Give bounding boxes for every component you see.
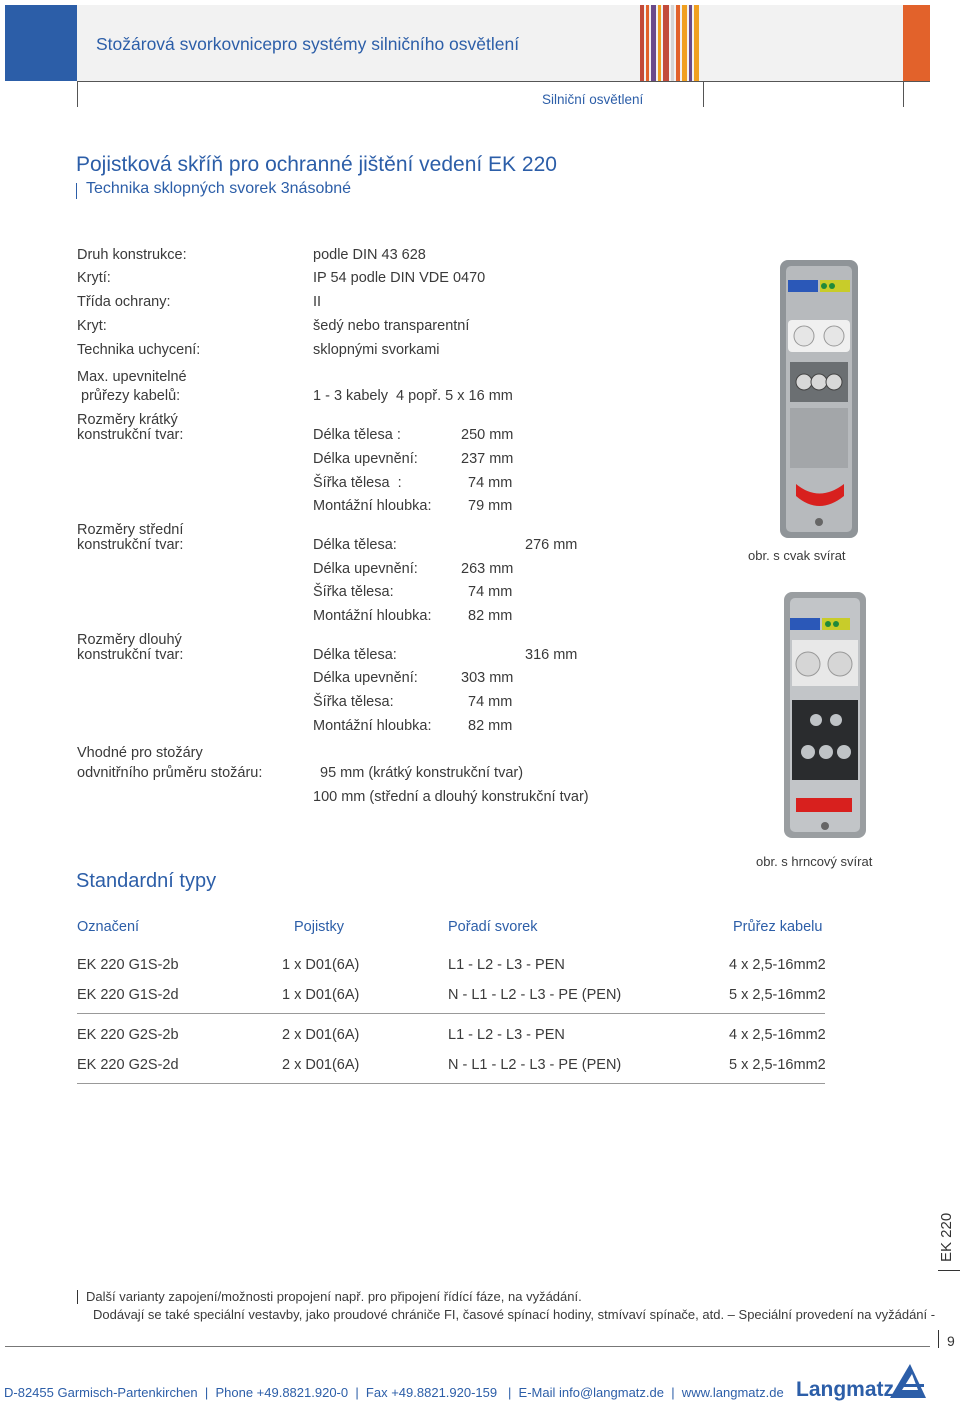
table-cell: 5 x 2,5-16mm2 bbox=[729, 987, 826, 1003]
header-title: Stožárová svorkovnicepro systémy silničního osvětlení bbox=[96, 34, 520, 54]
spec-label: konstrukční tvar: bbox=[77, 537, 184, 553]
side-tag: EK 220 bbox=[938, 1212, 955, 1262]
dim-label: Šířka tělesa: bbox=[313, 584, 394, 600]
spec-value: 95 mm (krátký konstrukční tvar) bbox=[320, 765, 524, 781]
header-stripe bbox=[658, 5, 661, 81]
dim-value: 263 mm bbox=[461, 561, 514, 577]
footer-rule bbox=[5, 1346, 930, 1347]
spec-label: Druh konstrukce: bbox=[77, 247, 187, 263]
footer-contact: D-82455 Garmisch-Partenkirchen | Phone +49.8821.920-0 | Fax +49.8821.920-159 | E-Mail info@langmatz.de | www.langmatz.de bbox=[4, 1385, 784, 1400]
header-stripe bbox=[671, 5, 674, 81]
spec-value: IP 54 podle DIN VDE 0470 bbox=[313, 270, 486, 286]
column-header: Pojistky bbox=[294, 919, 344, 935]
dim-value: 79 mm bbox=[468, 498, 513, 514]
dim-value: 74 mm bbox=[468, 475, 513, 491]
column-header: Průřez kabelu bbox=[733, 919, 823, 935]
header-divider bbox=[77, 81, 78, 107]
spec-label: odvnitřního průměru stožáru: bbox=[77, 765, 263, 781]
dim-value: 303 mm bbox=[461, 670, 514, 686]
header-divider bbox=[903, 81, 904, 107]
table-cell: 2 x D01(6A) bbox=[282, 1057, 360, 1073]
table-cell: 2 x D01(6A) bbox=[282, 1027, 360, 1043]
table-cell: 4 x 2,5-16mm2 bbox=[729, 1027, 826, 1043]
product-title: Pojistková skříň pro ochranné jištění vedení EK 220 bbox=[76, 153, 557, 176]
dim-label: Délka upevnění: bbox=[313, 451, 418, 467]
table-cell: EK 220 G1S-2d bbox=[77, 987, 179, 1003]
header-orange-block bbox=[903, 5, 930, 81]
photo-caption: obr. s hrncový svírat bbox=[756, 854, 873, 869]
table-cell: EK 220 G2S-2d bbox=[77, 1057, 179, 1073]
table-cell: L1 - L2 - L3 - PEN bbox=[448, 957, 565, 973]
note-bar bbox=[77, 1290, 78, 1304]
spec-label: průřezy kabelů: bbox=[77, 388, 181, 404]
dim-label: Délka tělesa: bbox=[313, 537, 397, 553]
table-cell: 5 x 2,5-16mm2 bbox=[729, 1057, 826, 1073]
spec-value: 100 mm (střední a dlouhý konstrukční tvar) bbox=[313, 789, 589, 805]
spec-label: Rozměry střední bbox=[77, 522, 184, 538]
table-cell: 1 x D01(6A) bbox=[282, 987, 360, 1003]
logo-icon bbox=[886, 1360, 930, 1400]
spec-label: Třída ochrany: bbox=[77, 294, 171, 310]
product-subtitle: Technika sklopných svorek 3násobné bbox=[86, 180, 352, 197]
header-stripe bbox=[651, 5, 656, 81]
side-tag-rule bbox=[938, 1270, 960, 1271]
spec-label: Krytí: bbox=[77, 270, 111, 286]
column-header: Pořadí svorek bbox=[448, 919, 538, 935]
table-cell: 4 x 2,5-16mm2 bbox=[729, 957, 826, 973]
spec-value: podle DIN 43 628 bbox=[313, 247, 426, 263]
table-cell: EK 220 G1S-2b bbox=[77, 957, 179, 973]
logo-text: Langmatz bbox=[796, 1378, 895, 1401]
spec-label: Kryt: bbox=[77, 318, 107, 334]
header-divider bbox=[703, 81, 704, 107]
section-title: Standardní typy bbox=[76, 870, 217, 892]
header-stripe bbox=[694, 5, 699, 81]
dim-value: 316 mm bbox=[525, 647, 578, 663]
product-photo-clamp bbox=[774, 258, 864, 542]
dim-value: 237 mm bbox=[461, 451, 514, 467]
table-cell: EK 220 G2S-2b bbox=[77, 1027, 179, 1043]
header-stripe bbox=[640, 5, 644, 81]
table-cell: N - L1 - L2 - L3 - PE (PEN) bbox=[448, 987, 622, 1003]
header-stripe bbox=[682, 5, 687, 81]
header-category: Silniční osvětlení bbox=[542, 92, 644, 107]
dim-label: Délka tělesa: bbox=[313, 647, 397, 663]
dim-label: Délka tělesa : bbox=[313, 427, 401, 443]
page-number-bar bbox=[938, 1330, 939, 1348]
page-number: 9 bbox=[947, 1333, 955, 1349]
header-stripe bbox=[663, 5, 669, 81]
dim-value: 276 mm bbox=[525, 537, 578, 553]
dim-label: Délka upevnění: bbox=[313, 670, 418, 686]
header-rule bbox=[77, 81, 930, 82]
dim-label: Montážní hloubka: bbox=[313, 608, 432, 624]
table-divider bbox=[77, 1083, 825, 1084]
dim-value: 74 mm bbox=[468, 694, 513, 710]
header-blue-block bbox=[5, 5, 77, 81]
spec-label: Rozměry dlouhý bbox=[77, 632, 182, 648]
photo-caption: obr. s cvak svírat bbox=[748, 548, 846, 563]
dim-label: Šířka tělesa: bbox=[313, 694, 394, 710]
spec-value: 1 - 3 kabely 4 popř. 5 x 16 mm bbox=[313, 388, 513, 404]
subtitle-bar bbox=[76, 183, 77, 199]
spec-value: sklopnými svorkami bbox=[313, 342, 440, 358]
table-cell: 1 x D01(6A) bbox=[282, 957, 360, 973]
footer-note: Další varianty zapojení/možnosti propojení např. pro připojení řídící fáze, na vyžádání. bbox=[86, 1289, 582, 1304]
dim-value: 74 mm bbox=[468, 584, 513, 600]
header-stripe bbox=[689, 5, 692, 81]
spec-label: Max. upevnitelné bbox=[77, 369, 187, 385]
dim-value: 82 mm bbox=[468, 608, 513, 624]
product-photo-pot-clamp bbox=[780, 590, 870, 842]
table-divider bbox=[77, 1013, 825, 1014]
spec-label: konstrukční tvar: bbox=[77, 647, 184, 663]
spec-value: šedý nebo transparentní bbox=[313, 318, 470, 334]
footer-note: Dodávají se také speciální vestavby, jako proudové chrániče FI, časové spínací hodiny, stmívaví spínače, atd. – Speciální provedení na vyžádání - bbox=[93, 1307, 936, 1322]
header-stripe bbox=[676, 5, 680, 81]
dim-label: Šířka tělesa : bbox=[313, 475, 402, 491]
dim-label: Montážní hloubka: bbox=[313, 498, 432, 514]
spec-label: konstrukční tvar: bbox=[77, 427, 184, 443]
spec-label: Rozměry krátký bbox=[77, 412, 178, 428]
spec-label: Vhodné pro stožáry bbox=[77, 745, 203, 761]
header-stripe bbox=[646, 5, 649, 81]
dim-label: Montážní hloubka: bbox=[313, 718, 432, 734]
spec-label: Technika uchycení: bbox=[77, 342, 201, 358]
dim-label: Délka upevnění: bbox=[313, 561, 418, 577]
dim-value: 250 mm bbox=[461, 427, 514, 443]
table-cell: N - L1 - L2 - L3 - PE (PEN) bbox=[448, 1057, 622, 1073]
column-header: Označení bbox=[77, 919, 140, 935]
spec-value: II bbox=[313, 294, 322, 310]
table-cell: L1 - L2 - L3 - PEN bbox=[448, 1027, 565, 1043]
dim-value: 82 mm bbox=[468, 718, 513, 734]
